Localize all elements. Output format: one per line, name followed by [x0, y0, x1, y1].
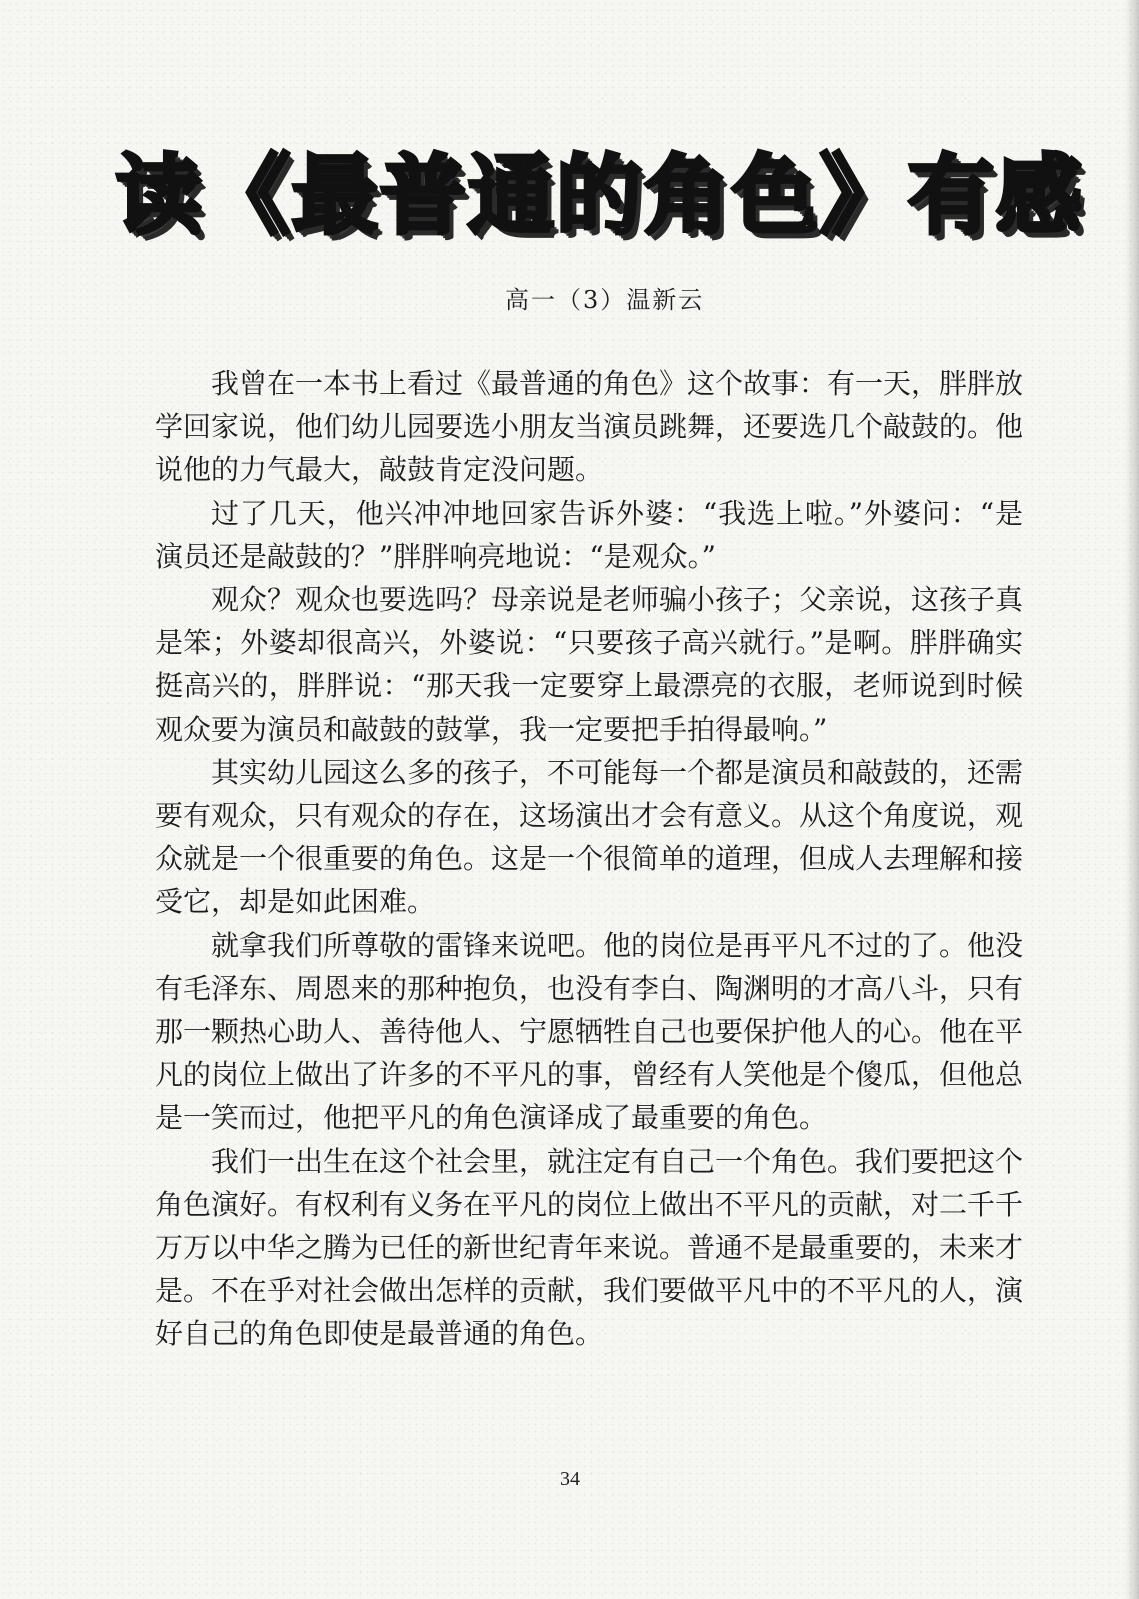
- author-line: 高一（3）温新云: [505, 286, 705, 314]
- paragraph-5: 就拿我们所尊敬的雷锋来说吧。他的岗位是再平凡不过的了。他没有毛泽东、周恩来的那种抱负，也没有李白、陶渊明的才高八斗，只有那一颗热心助人、善待他人、宁愿牺牲自己也要保护他人的心。他在平凡的岗位上做出了许多的不平凡的事，曾经有人笑他是个傻瓜，但他总是一笑而过，他把平凡的角色演译成了最重要的角色。: [155, 928, 1024, 1135]
- paragraph-4: 其实幼儿园这么多的孩子，不可能每一个都是演员和敲鼓的，还需要有观众，只有观众的存在，这场演出才会有意义。从这个角度说，观众就是一个很重要的角色。这是一个很简单的道理，但成人去理解和接受它，却是如此困难。: [155, 755, 1024, 919]
- paragraph-6: 我们一出生在这个社会里，就注定有自己一个角色。我们要把这个角色演好。有权利有义务在平凡的岗位上做出不平凡的贡献，对二千千万万以中华之腾为已任的新世纪青年来说。普通不是最重要的，未来才是。不在乎对社会做出怎样的贡献，我们要做平凡中的不平凡的人，演好自己的角色即使是最普通的角色。: [155, 1144, 1024, 1351]
- article-body: [155, 362, 1023, 1462]
- article-title: 读《最普通的角色》有感: [116, 146, 1084, 246]
- page-number: 34: [560, 1468, 580, 1490]
- page-edge-shadow: [1125, 0, 1139, 1599]
- paragraph-3: 观众？观众也要选吗？母亲说是老师骗小孩子；父亲说，这孩子真是笨；外婆却很高兴，外婆说：“只要孩子高兴就行。”是啊。胖胖确实挺高兴的，胖胖说：“那天我一定要穿上最漂亮的衣服，老师说到时候观众要为演员和敲鼓的鼓掌，我一定要把手拍得最响。”: [155, 583, 1024, 746]
- paragraph-1: 我曾在一本书上看过《最普通的角色》这个故事：有一天，胖胖放学回家说，他们幼儿园要选小朋友当演员跳舞，还要选几个敲鼓的。他说他的力气最大，敲鼓肯定没问题。: [155, 367, 1024, 487]
- paragraph-2: 过了几天，他兴冲冲地回家告诉外婆：“我选上啦。”外婆问：“是演员还是敲鼓的？”胖胖响亮地说：“是观众。”: [155, 496, 1023, 573]
